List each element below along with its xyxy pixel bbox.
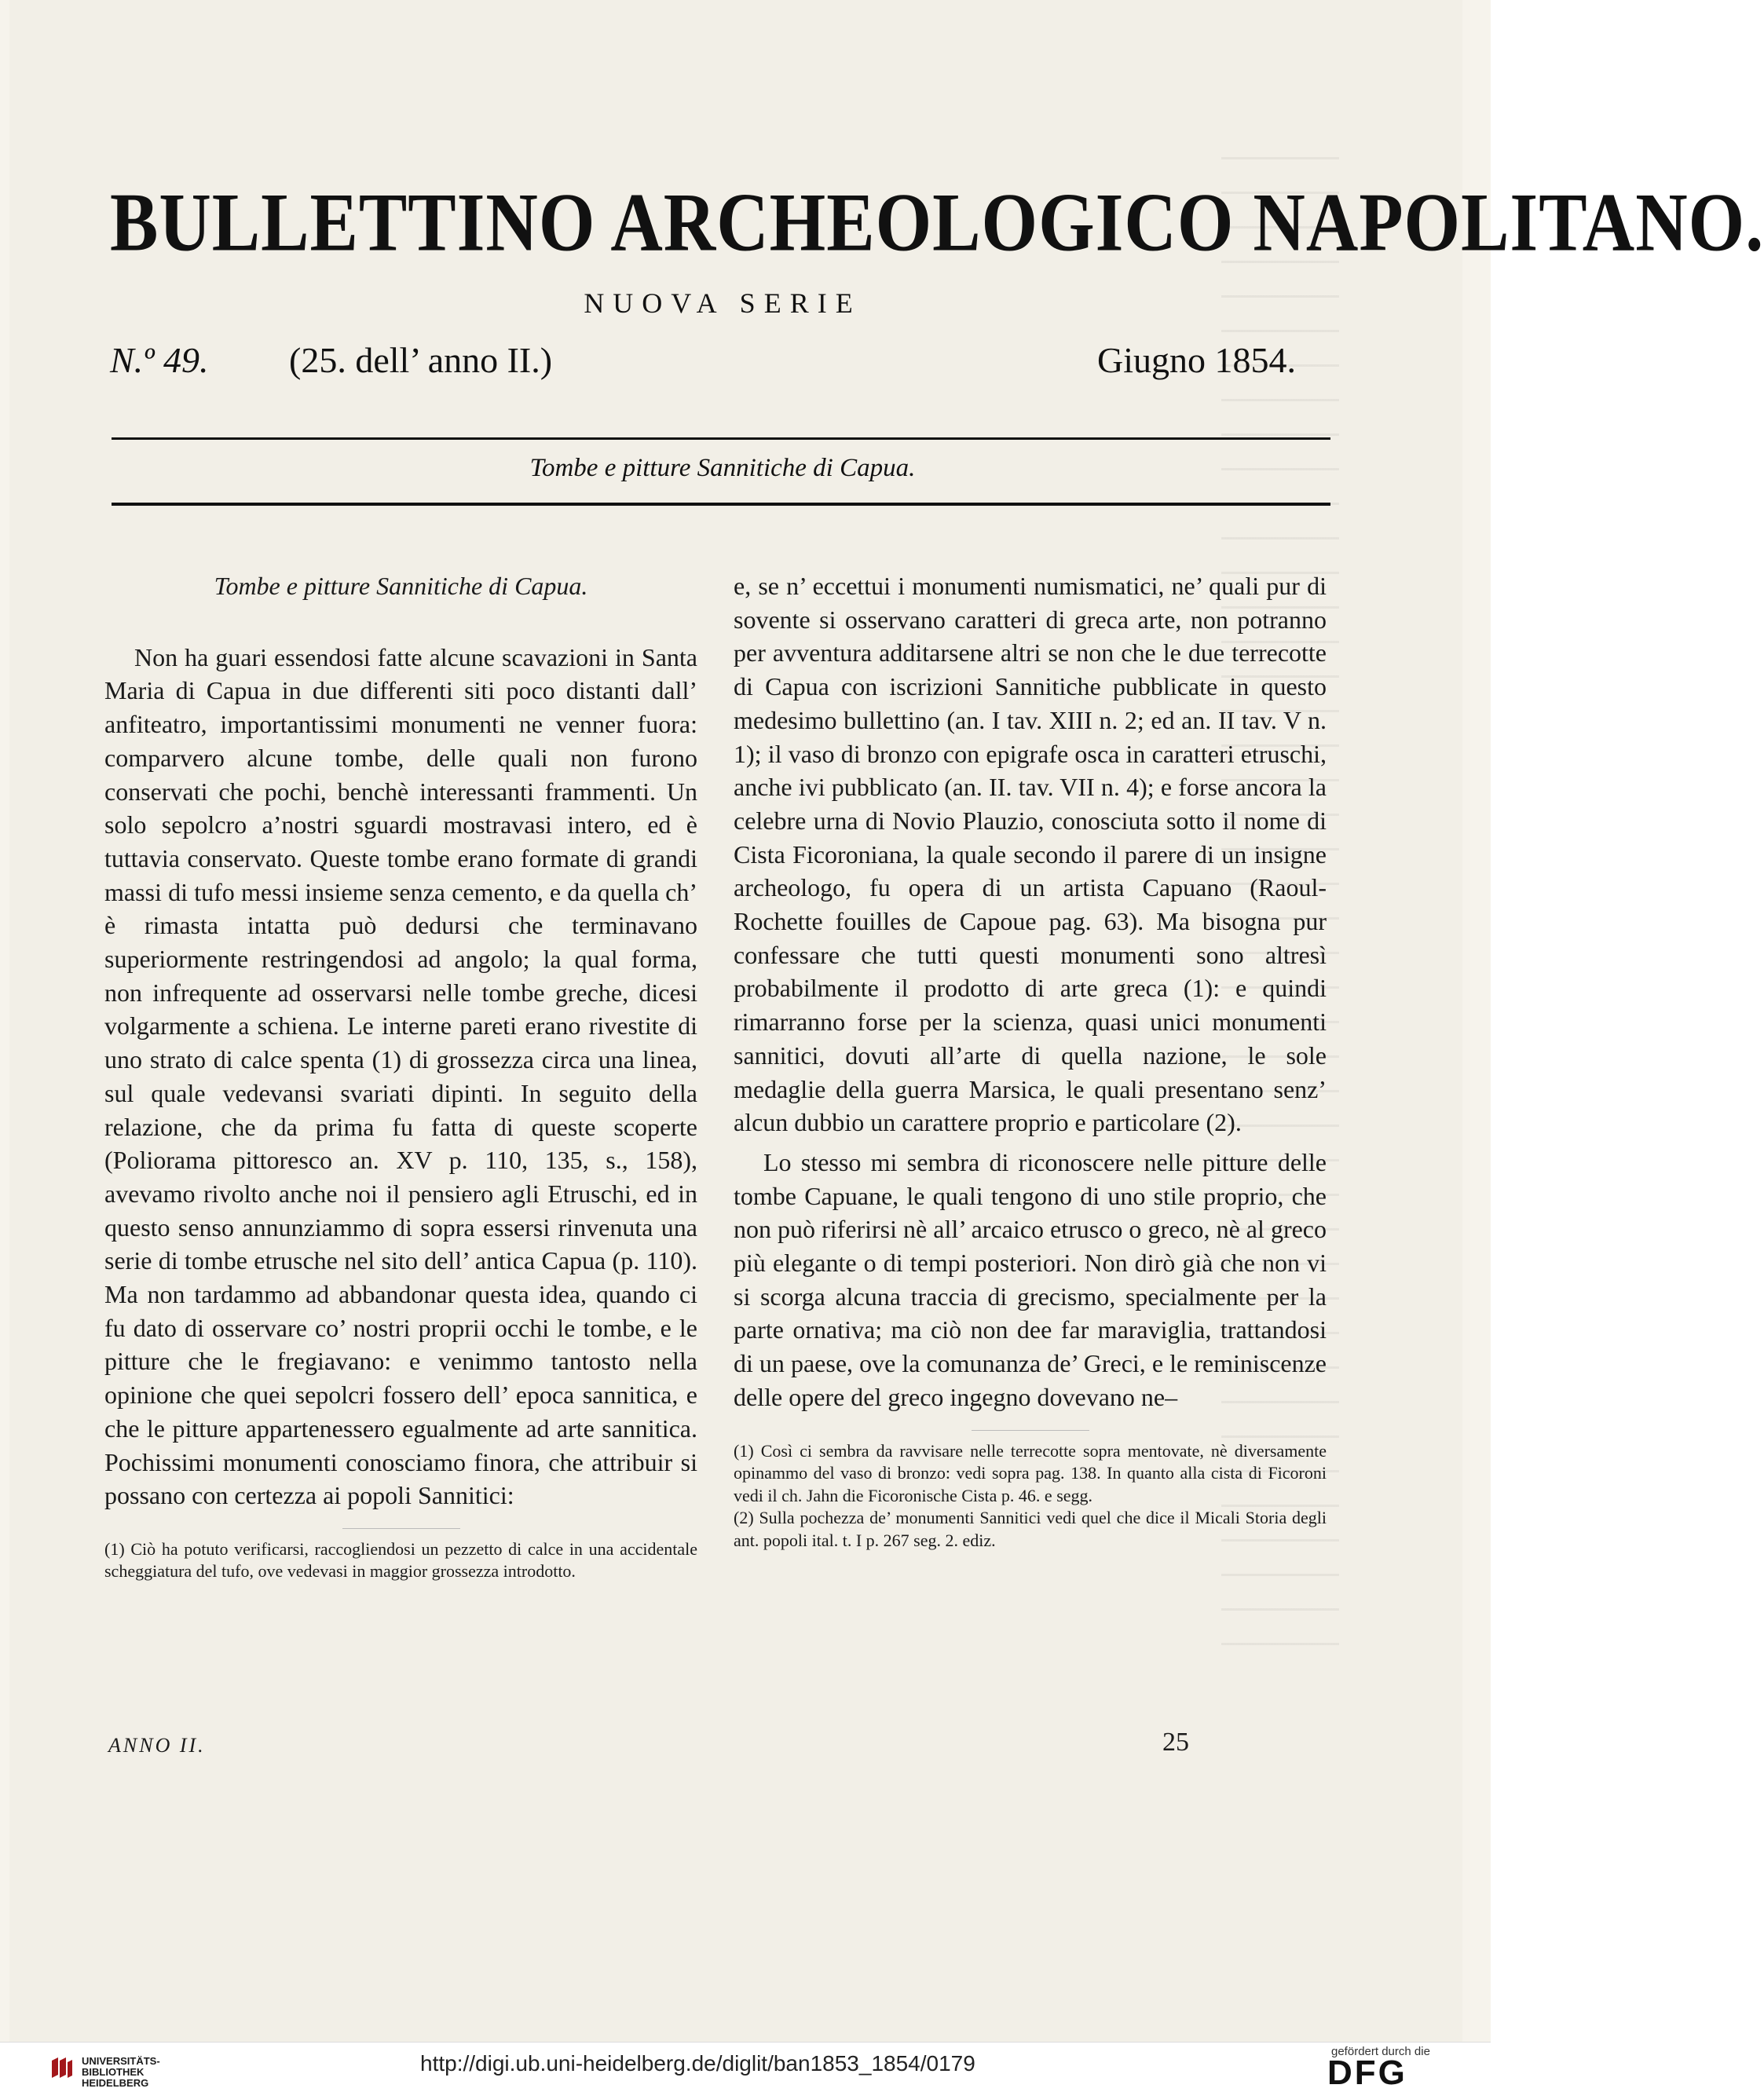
library-name-line: HEIDELBERG xyxy=(82,2077,149,2089)
page-number: 25 xyxy=(1162,1728,1189,1757)
footnote: (1) Così ci sembra da ravvisare nelle terrecotte sopra mentovate, nè diversamente opinammo del vaso di bronzo: vedi sopra pag. 138. In quanto alla cista di Ficoroni vedi il ch. Jahn die Ficoronische Cista p. 46. e segg. xyxy=(734,1440,1327,1505)
series-label: NUOVA SERIE xyxy=(584,287,862,319)
signature-mark: ANNO II. xyxy=(108,1734,206,1757)
issue-year: (25. dell’ anno II.) xyxy=(289,340,553,380)
university-library-logo-icon[interactable] xyxy=(47,2054,74,2081)
journal-title: BULLETTINO ARCHEOLOGICO NAPOLITANO. xyxy=(110,176,1764,269)
issue-number: N.º 49. xyxy=(110,340,209,380)
library-name-line: BIBLIOTHEK xyxy=(82,2066,145,2078)
library-name-line: UNIVERSITÄTS- xyxy=(82,2055,160,2067)
article-heading: Tombe e pitture Sannitiche di Capua. xyxy=(214,572,588,600)
dfg-logo[interactable]: DFG xyxy=(1327,2054,1407,2092)
article-paragraph: Lo stesso mi sembra di riconoscere nelle pitture delle tombe Capuane, le quali tengono di uno stile proprio, che non può riferirsi nè all’ arcaico etrusco o greco, nè al greco più elegante o di tempi posteriori. Non dirò già che non vi si scorga alcuna traccia di grecismo, specialmente per la parte ornativa; ma ciò non dee far maraviglia, trattandosi di un paese, ove la comunanza de’ Greci, e le reminiscenze delle opere del greco ingegno dovevano ne– xyxy=(734,1147,1327,1411)
left-column xyxy=(104,569,697,1583)
header-rule-bottom xyxy=(112,503,1330,506)
permalink-url[interactable]: http://digi.ub.uni-heidelberg.de/diglit/ban1853_1854/0179 xyxy=(420,2051,975,2076)
issue-date: Giugno 1854. xyxy=(1097,340,1296,380)
library-name[interactable] xyxy=(82,2056,160,2089)
contents-title: Tombe e pitture Sannitiche di Capua. xyxy=(529,454,916,482)
header-rule-top xyxy=(112,437,1330,440)
footnote-separator xyxy=(342,1528,460,1529)
footnote-separator xyxy=(972,1430,1089,1431)
article-paragraph: Non ha guari essendosi fatte alcune scavazioni in Santa Maria di Capua in due differenti siti poco distanti dall’ anfiteatro, importantissimi monumenti ne venner fuora: comparvero alcune tombe, delle quali non furono conservati che pochi, benchè interessanti frammenti. Un solo sepolcro a’nostri sguardi mostravasi intero, ed è tuttavia conservato. Queste tombe erano formate di grandi massi di tufo messi insieme senza cemento, e da quella ch’ è rimasta intatta può dedursi che terminavano superiormente restringendosi ad angolo; la qual forma, non infrequente ad osservarsi nelle tombe greche, dicesi volgarmente a schiena. Le interne pareti erano rivestite di uno strato di calce spenta (1) di grossezza circa una linea, sul quale vedevansi svariati dipinti. In seguito della relazione, che da prima fu fatta di queste scoperte (Poliorama pittoresco an. XV p. 110, 135, s., 158), avevamo rivolto anche noi il pensiero agli Etruschi, ed in questo senso annunziammo di sopra essersi rinvenuta una serie di tombe etrusche nel sito dell’ antica Capua (p. 110). Ma non tardammo ad abbandonar questa idea, quando ci fu dato di osservare co’ nostri proprii occhi le tombe, e le pitture che le fregiavano: e venimmo tantosto nella opinione che quei sepolcri fossero dell’ epoca sannitica, e che le pitture appartenessero egualmente ad arte sannitica. Pochissimi monumenti conosciamo finora, che attribuir si possano con certezza ai popoli Sannitici: xyxy=(104,642,697,1510)
right-column xyxy=(734,569,1327,1552)
article-paragraph: e, se n’ eccettui i monumenti numismatici, ne’ quali pur di sovente si osservano caratteri di greca arte, non potranno per avventura additarsene altri se non che le due terrecotte di Capua con iscrizioni Sannitiche pubblicate in questo medesimo bullettino (an. I tav. XIII n. 2; ed an. II tav. V n. 1); il vaso di bronzo con epigrafe osca in caratteri etruschi, anche ivi pubblicato (an. II. tav. VII n. 4); e forse ancora la celebre urna di Novio Plauzio, conosciuta sotto il nome di Cista Ficoroniana, la quale secondo il parere di un insigne archeologo, fu opera di un artista Capuano (Raoul-Rochette fouilles de Capoue pag. 63). Ma bisogna pur confessare che tutti questi monumenti sono altresì probabilmente il prodotto di arte greca (1): e quindi rimarranno forse per la scienza, quasi unici monumenti sannitici, dovuti all’arte di quella nazione, le sole medaglie della guerra Marsica, le quali presentano senz’ alcun dubbio un carattere proprio e particolare (2). xyxy=(734,572,1327,1137)
footnote: (2) Sulla pochezza de’ monumenti Sannitici vedi quel che dice il Micali Storia degli ant. popoli ital. t. I p. 267 seg. 2. ediz. xyxy=(734,1508,1327,1550)
footnote: (1) Ciò ha potuto verificarsi, raccogliendosi un pezzetto di calce in una accidentale scheggiatura del tufo, ove vedevasi in maggior grossezza introdotto. xyxy=(104,1538,697,1582)
funding-note: gefördert durch die xyxy=(1331,2045,1430,2058)
